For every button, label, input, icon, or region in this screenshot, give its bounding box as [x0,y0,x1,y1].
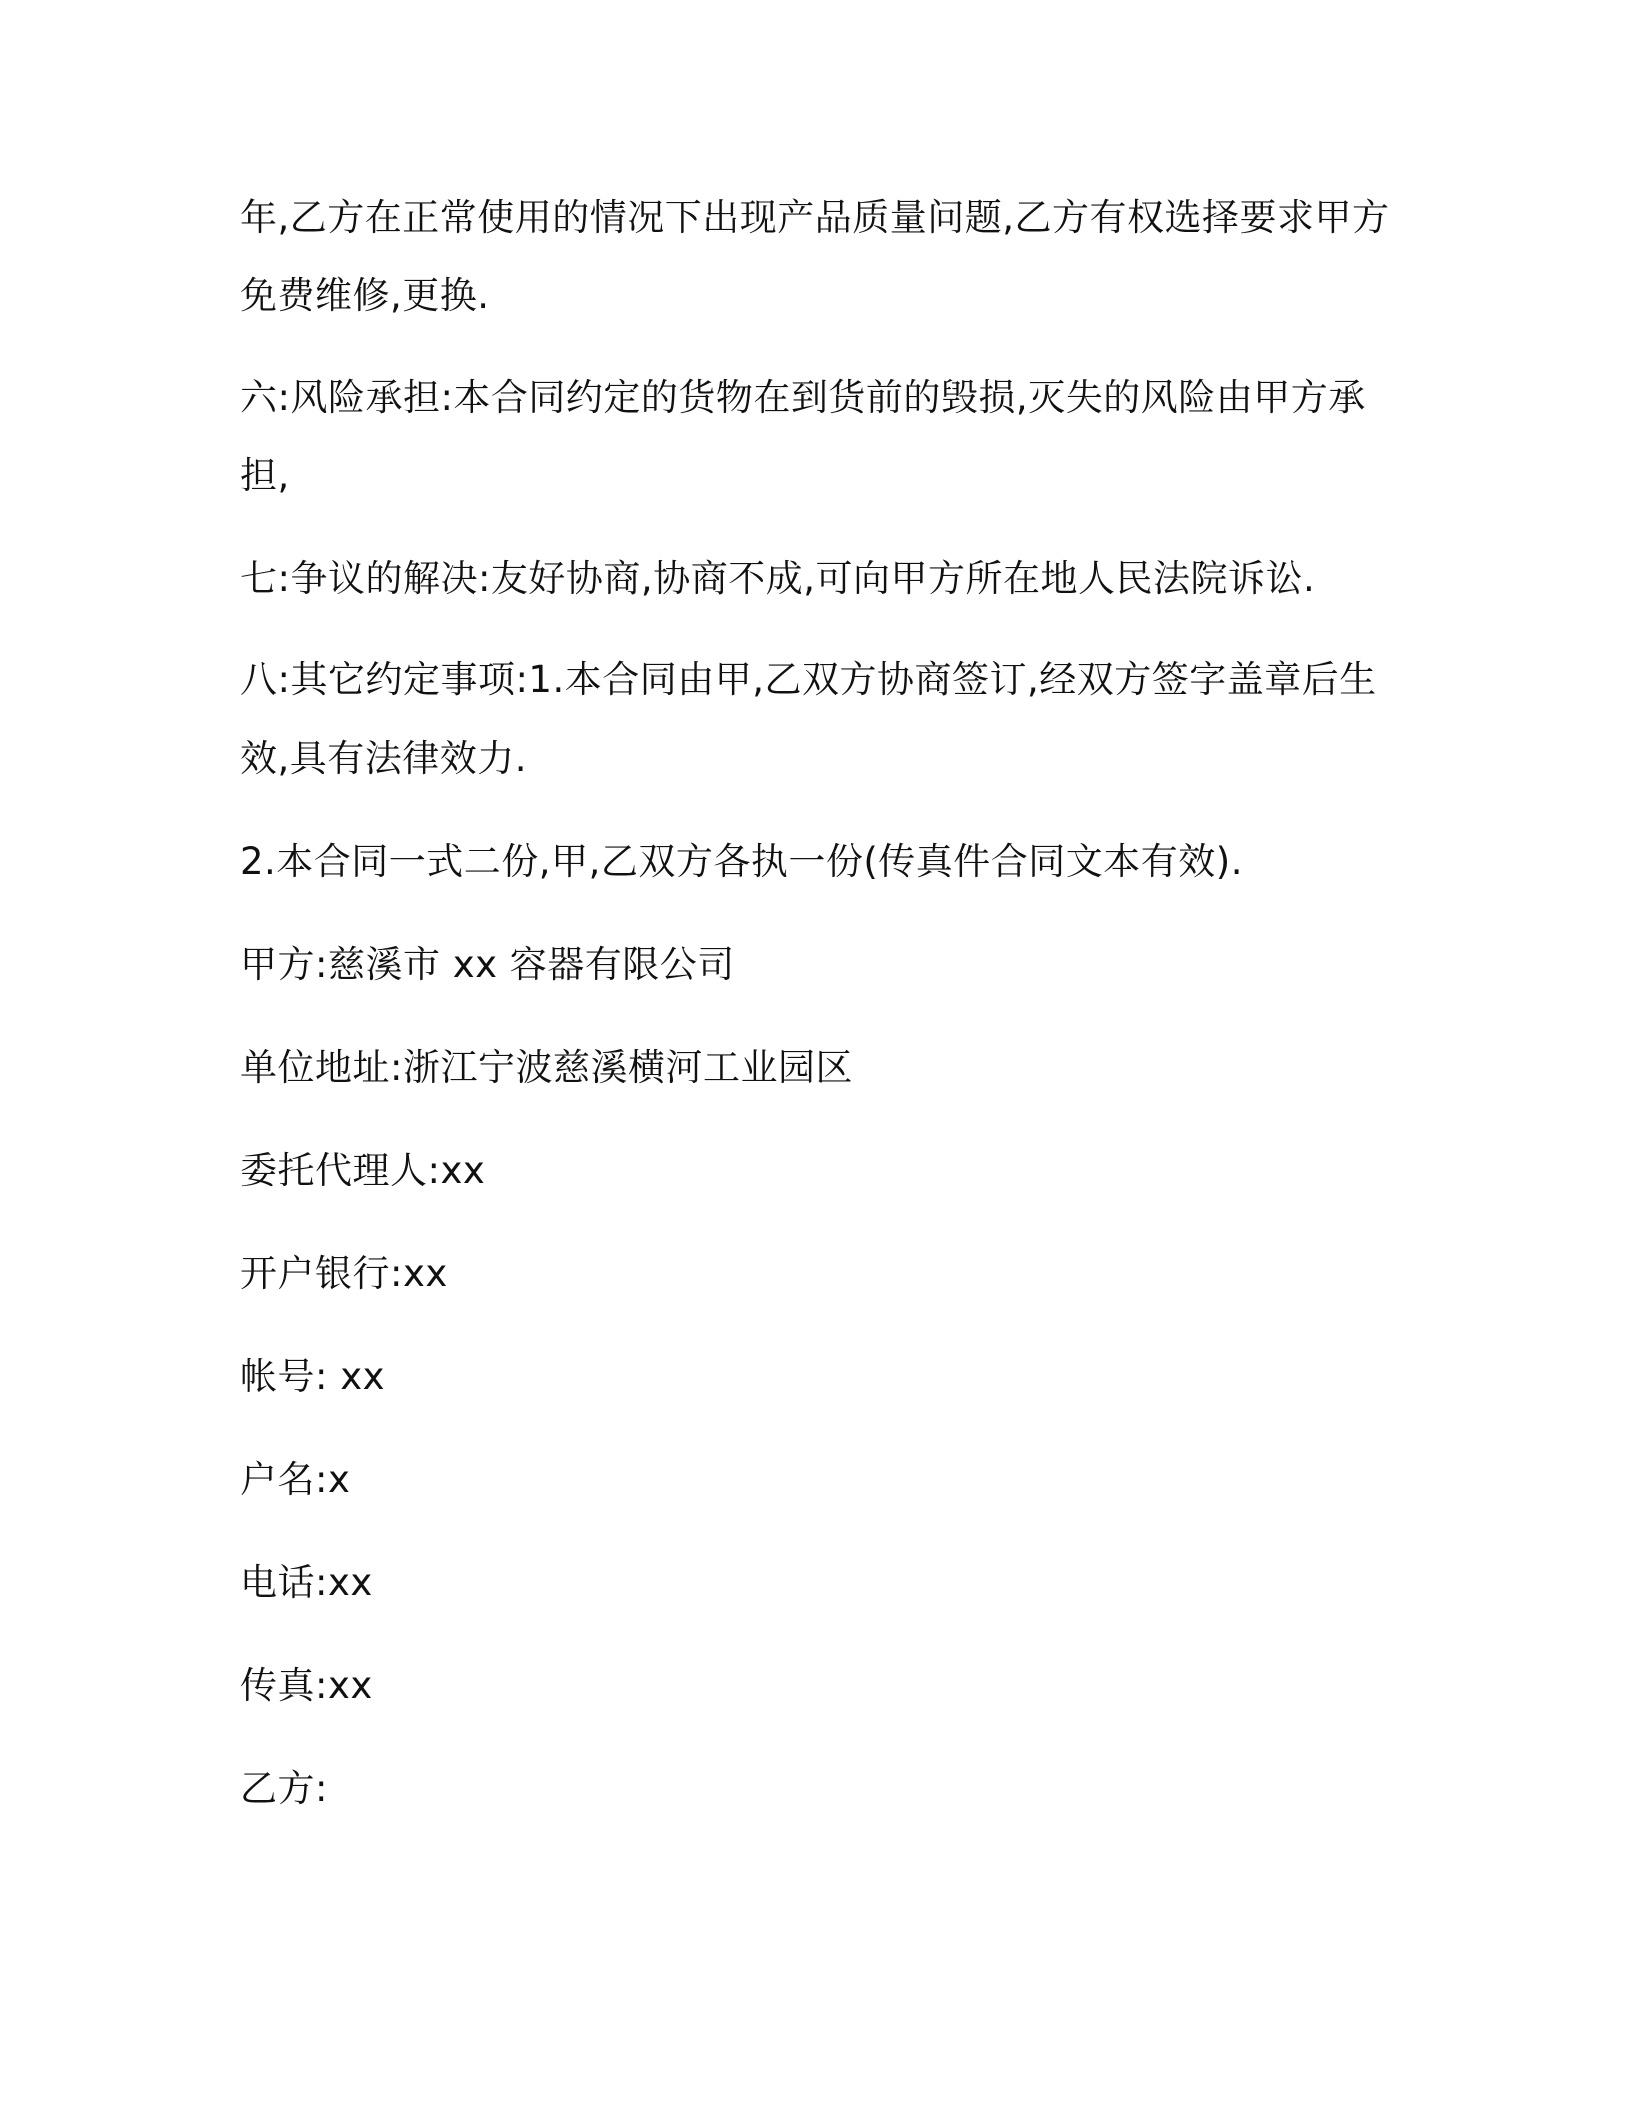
party-a-bank: 开户银行:xx [240,1252,448,1295]
clause-six-line-2: 担, [240,454,290,497]
party-a-account: 帐号: xx [240,1355,386,1398]
clause-eight-line-2: 效,具有法律效力. [240,737,528,780]
clause-five-line-1: 年,乙方在正常使用的情况下出现产品质量问题,乙方有权选择要求甲方 [240,196,1390,239]
clause-six-line-1: 六:风险承担:本合同约定的货物在到货前的毁损,灭失的风险由甲方承 [240,376,1366,419]
party-a-account-name: 户名:x [240,1458,351,1501]
clause-seven: 七:争议的解决:友好协商,协商不成,可向甲方所在地人民法院诉讼. [240,557,1316,600]
clause-eight-item-2: 2.本合同一式二份,甲,乙双方各执一份(传真件合同文本有效). [240,840,1243,883]
party-a-phone: 电话:xx [240,1561,373,1604]
party-a-address: 单位地址:浙江宁波慈溪横河工业园区 [240,1046,853,1089]
party-a-agent: 委托代理人:xx [240,1149,486,1192]
clause-eight-line-1: 八:其它约定事项:1.本合同由甲,乙双方协商签订,经双方签字盖章后生 [240,658,1377,701]
party-a-fax: 传真:xx [240,1664,373,1707]
party-a-name: 甲方:慈溪市 xx 容器有限公司 [240,943,735,986]
clause-five-line-2: 免费维修,更换. [240,274,490,317]
party-b-label: 乙方: [240,1767,328,1810]
